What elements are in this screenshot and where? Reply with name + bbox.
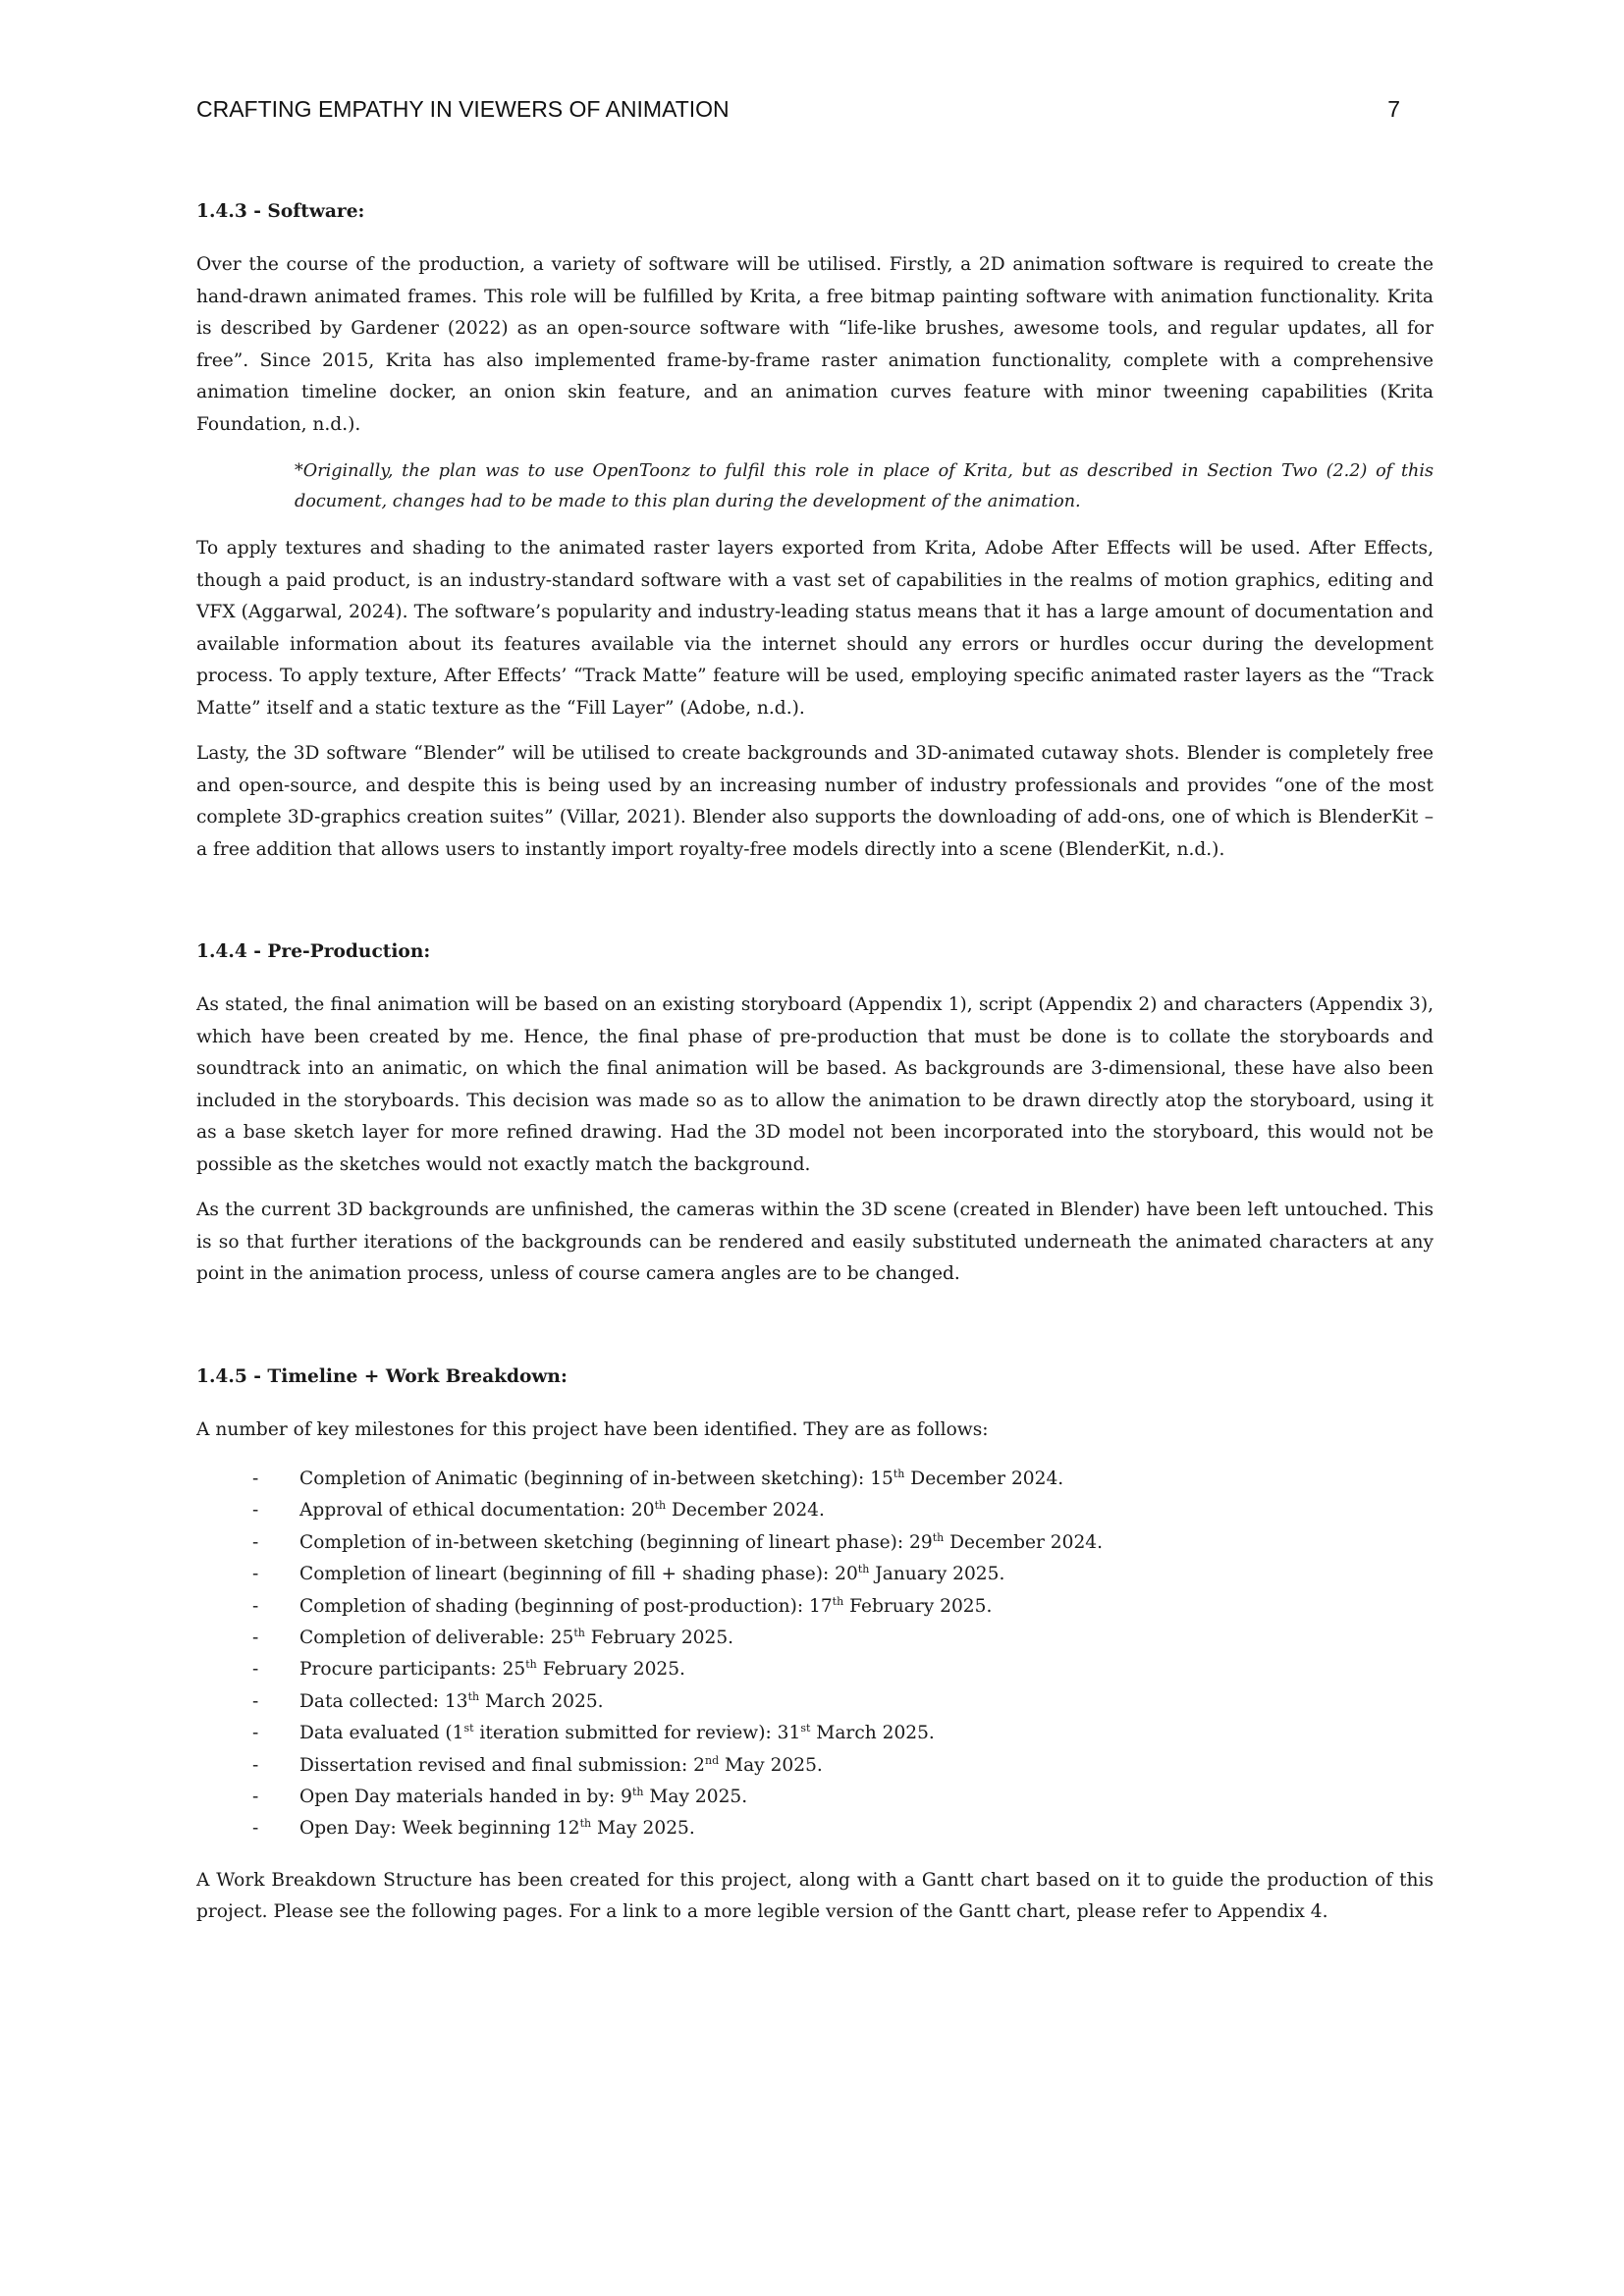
paragraph: As stated, the final animation will be based on an existing storyboard (Appendix 1), script (Appendix 2) and characters (Appendix 3), which have been created by me. Hence, the final phase of pre-production that must be done is to collate the storyboards and soundtrack into an animatic, on which the final animation will be based. As backgrounds are 3-dimensional, these have also been included in the storyboards. This decision was made so as to allow the animation to be drawn directly atop the storyboard, using it as a base sketch layer for more refined drawing. Had the 3D model not been incorporated into the storyboard, this would not be possible as the sketches would not exactly match the background. [196,994,1434,1175]
milestone-text-part: February 2025. [843,1595,993,1617]
milestone-list [196,1464,1434,1845]
milestone-text-part: Completion of lineart (beginning of fill + shading phase): 20 [299,1564,858,1585]
ordinal-suffix: th [467,1689,480,1703]
milestone-text-part: Procure participants: 25 [299,1659,526,1681]
section-heading: 1.4.5 - Timeline + Work Breakdown: [196,1365,568,1387]
milestone-text-part: December 2024. [944,1531,1104,1553]
milestone-item [196,1464,1434,1495]
milestone-text [299,1723,935,1743]
ordinal-suffix: th [631,1785,644,1798]
milestone-text [299,1596,992,1617]
bullet-dash: - [252,1690,259,1712]
ordinal-suffix: th [932,1530,945,1544]
milestone-text [299,1564,1004,1584]
milestone-text-part: May 2025. [643,1787,748,1808]
ordinal-suffix: st [463,1722,474,1735]
paragraph: A Work Breakdown Structure has been created for this project, along with a Gantt chart based on it to guide the production of this project. Please see the following pages. For a link to a more legible version of the Gantt chart, please refer to Appendix 4. [196,1869,1434,1923]
milestone-text-part: May 2025. [719,1754,823,1776]
milestone-item [196,1591,1434,1623]
bullet-dash: - [252,1628,259,1649]
milestone-text-part: Approval of ethical documentation: 20 [299,1500,655,1522]
section-heading: 1.4.4 - Pre-Production: [196,941,431,962]
milestone-text [299,1468,1063,1489]
milestone-text-part: Completion of in-between sketching (beginning of lineart phase): 29 [299,1531,933,1553]
milestone-text-part: Data evaluated (1 [299,1723,464,1744]
bullet-dash: - [252,1659,259,1681]
milestone-item [196,1623,1434,1654]
page-number: 7 [1387,96,1400,122]
paragraph: Over the course of the production, a variety of software will be utilised. Firstly, a 2D animation software is required to create the hand-drawn animated frames. This role will be fulfilled by Krita, a free bitmap painting software with animation functionality. Krita is described by Gardener (2022) as an open-source software with “life-like brushes, awesome tools, and regular updates, all for free”. Since 2015, Krita has also implemented frame-by-frame raster animation functionality, complete with a comprehensive animation timeline docker, an onion skin feature, and an animation curves feature with minor tweening capabilities (Krita Foundation, n.d.). [196,254,1434,435]
milestone-text [299,1818,695,1839]
milestone-text-part: Completion of shading (beginning of post-production): 17 [299,1595,833,1617]
ordinal-suffix: th [579,1817,592,1831]
ordinal-suffix: th [654,1499,667,1513]
milestone-item [196,1750,1434,1782]
milestone-text-part: December 2024. [904,1468,1064,1489]
milestone-text [299,1691,604,1712]
bullet-dash: - [252,1754,259,1776]
bullet-dash: - [252,1818,259,1840]
milestone-item [196,1813,1434,1844]
paragraph: Lasty, the 3D software “Blender” will be utilised to create backgrounds and 3D-animated cutaway shots. Blender is completely free and open-source, and despite this is being used by an increasing number of industry professionals and provides “one of the most complete 3D-graphics creation suites” (Villar, 2021). Blender also supports the downloading of add-ons, one of which is BlenderKit – a free addition that allows users to instantly import royalty-free models directly into a scene (BlenderKit, n.d.). [196,743,1434,860]
paragraph: As the current 3D backgrounds are unfinished, the cameras within the 3D scene (created in Blender) have been left untouched. This is so that further iterations of the backgrounds can be rendered and easily substituted underneath the animated characters at any point in the animation process, unless of course camera angles are to be changed. [196,1200,1434,1284]
italic-note: *Originally, the plan was to use OpenToonz to fulfil this role in place of Krita, but as described in Section Two (2.2) of this document, changes had to be made to this plan during the development of the animation. [295,461,1434,511]
milestone-text-part: March 2025. [479,1690,604,1712]
bullet-dash: - [252,1564,259,1585]
section-timeline [196,1362,1434,1929]
ordinal-suffix: st [800,1722,811,1735]
milestone-item [196,1654,1434,1685]
milestone-item [196,1495,1434,1526]
paragraph: A number of key milestones for this project have been identified. They are as follows: [196,1418,989,1440]
section-software [196,196,1434,866]
section-heading: 1.4.3 - Software: [196,201,365,222]
milestone-text-part: February 2025. [536,1659,685,1681]
milestone-item [196,1686,1434,1718]
bullet-dash: - [252,1468,259,1489]
document-body [196,196,1434,1929]
milestone-text-part: Completion of deliverable: 25 [299,1628,574,1649]
milestone-item [196,1527,1434,1559]
milestone-text [299,1755,823,1776]
milestone-text-part: January 2025. [869,1564,1005,1585]
milestone-text-part: Open Day: Week beginning 12 [299,1818,580,1840]
running-title: CRAFTING EMPATHY IN VIEWERS OF ANIMATION [196,96,730,122]
milestone-text-part: February 2025. [584,1628,734,1649]
section-pre-production [196,936,1434,1291]
milestone-text [299,1659,685,1680]
milestone-text-part: Completion of Animatic (beginning of in-between sketching): 15 [299,1468,893,1489]
milestone-text [299,1500,825,1521]
milestone-text-part: Open Day materials handed in by: 9 [299,1787,632,1808]
bullet-dash: - [252,1500,259,1522]
milestone-text [299,1532,1103,1553]
paragraph: To apply textures and shading to the animated raster layers exported from Krita, Adobe After Effects will be used. After Effects, though a paid product, is an industry-standard software with a vast set of capabilities in the realms of motion graphics, editing and VFX (Aggarwal, 2024). The software’s popularity and industry-leading status means that it has a large amount of documentation and available information about its features available via the internet should any errors or hurdles occur during the development process. To apply texture, After Effects’ “Track Matte” feature will be used, employing specific animated raster layers as the “Track Matte” itself and a static texture as the “Fill Layer” (Adobe, n.d.). [196,538,1434,719]
bullet-dash: - [252,1723,259,1744]
milestone-text-part: December 2024. [666,1500,825,1522]
ordinal-suffix: th [573,1626,585,1639]
bullet-dash: - [252,1787,259,1808]
milestone-item [196,1559,1434,1590]
ordinal-suffix: th [857,1563,870,1576]
bullet-dash: - [252,1531,259,1553]
milestone-text-part: March 2025. [810,1723,935,1744]
ordinal-suffix: th [832,1594,844,1608]
milestone-item [196,1782,1434,1813]
milestone-text-part: Data collected: 13 [299,1690,468,1712]
running-header [196,96,1400,123]
milestone-item [196,1718,1434,1749]
ordinal-suffix: th [893,1467,905,1480]
ordinal-suffix: nd [705,1753,720,1767]
milestone-text-part: May 2025. [591,1818,695,1840]
milestone-text [299,1628,733,1648]
milestone-text-part: Dissertation revised and final submission: 2 [299,1754,705,1776]
milestone-text [299,1787,747,1807]
ordinal-suffix: th [525,1658,537,1672]
bullet-dash: - [252,1595,259,1617]
milestone-text-part: iteration submitted for review): 31 [473,1723,801,1744]
